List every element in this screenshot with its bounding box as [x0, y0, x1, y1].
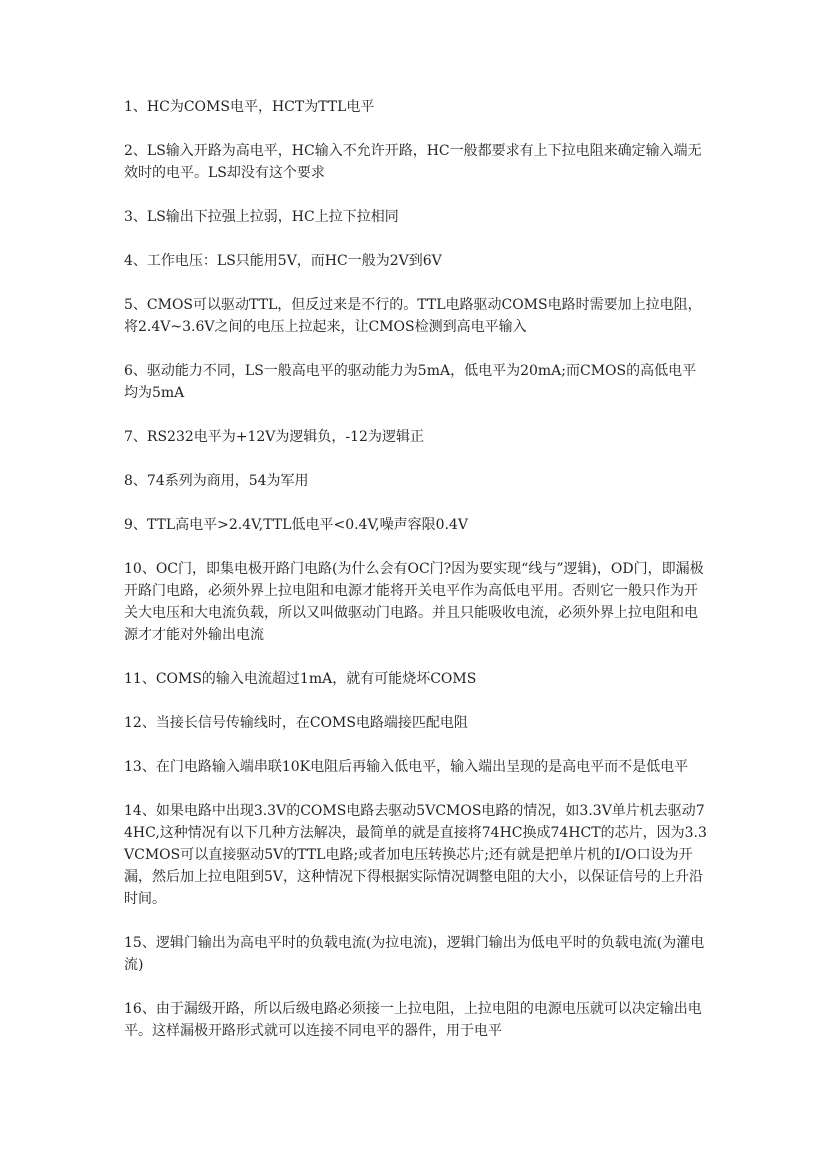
- paragraph-5: 5、CMOS可以驱动TTL，但反过来是不行的。TTL电路驱动COMS电路时需要加上拉电阻，将2.4V~3.6V之间的电压上拉起来，让CMOS检测到高电平输入: [124, 297, 702, 335]
- paragraph-1: 1、HC为COMS电平，HCT为TTL电平: [124, 99, 375, 115]
- paragraph-6: 6、驱动能力不同，LS一般高电平的驱动能力为5mA，低电平为20mA;而CMOS的高低电平均为5mA: [124, 363, 697, 401]
- paragraph-7: 7、RS232电平为+12V为逻辑负，-12为逻辑正: [124, 429, 424, 445]
- paragraph-15: 15、逻辑门输出为高电平时的负载电流(为拉电流)，逻辑门输出为低电平时的负载电流(为灌电流): [124, 935, 705, 973]
- paragraph-16: 16、由于漏级开路，所以后级电路必须接一上拉电阻，上拉电阻的电源电压就可以决定输出电平。这样漏极开路形式就可以连接不同电平的器件，用于电平: [124, 1001, 702, 1039]
- paragraph-13: 13、在门电路输入端串联10K电阻后再输入低电平，输入端出呈现的是高电平而不是低电平: [124, 759, 689, 775]
- paragraph-10: 10、OC门，即集电极开路门电路(为什么会有OC门?因为要实现“线与”逻辑)，OD门，即漏极开路门电路，必须外界上拉电阻和电源才能将开关电平作为高低电平用。否则它一般只作为开关大电压和大电流负载，所以又叫做驱动门电路。并且只能吸收电流，必须外界上拉电阻和电源才才能对外输出电流: [124, 561, 704, 643]
- paragraph-14: 14、如果电路中出现3.3V的COMS电路去驱动5VCMOS电路的情况，如3.3V单片机去驱动74HC,这种情况有以下几种方法解决，最简单的就是直接将74HC换成74HCT的芯片，因为3.3VCMOS可以直接驱动5V的TTL电路;或者加电压转换芯片;还有就是把单片机的I/O口设为开漏，然后加上拉电阻到5V，这种情况下得根据实际情况调整电阻的大小，以保证信号的上升沿时间。: [124, 803, 707, 907]
- paragraph-8: 8、74系列为商用，54为军用: [124, 473, 309, 489]
- paragraph-4: 4、工作电压：LS只能用5V，而HC一般为2V到6V: [124, 253, 442, 269]
- paragraph-11: 11、COMS的输入电流超过1mA，就有可能烧坏COMS: [124, 671, 477, 687]
- paragraph-12: 12、当接长信号传输线时，在COMS电路端接匹配电阻: [124, 715, 468, 731]
- document-page: [124, 96, 709, 1064]
- paragraph-3: 3、LS输出下拉强上拉弱，HC上拉下拉相同: [124, 209, 399, 225]
- paragraph-2: 2、LS输入开路为高电平，HC输入不允许开路，HC一般都要求有上下拉电阻来确定输入端无效时的电平。LS却没有这个要求: [124, 143, 702, 181]
- paragraph-9: 9、TTL高电平>2.4V,TTL低电平<0.4V,噪声容限0.4V: [124, 517, 468, 533]
